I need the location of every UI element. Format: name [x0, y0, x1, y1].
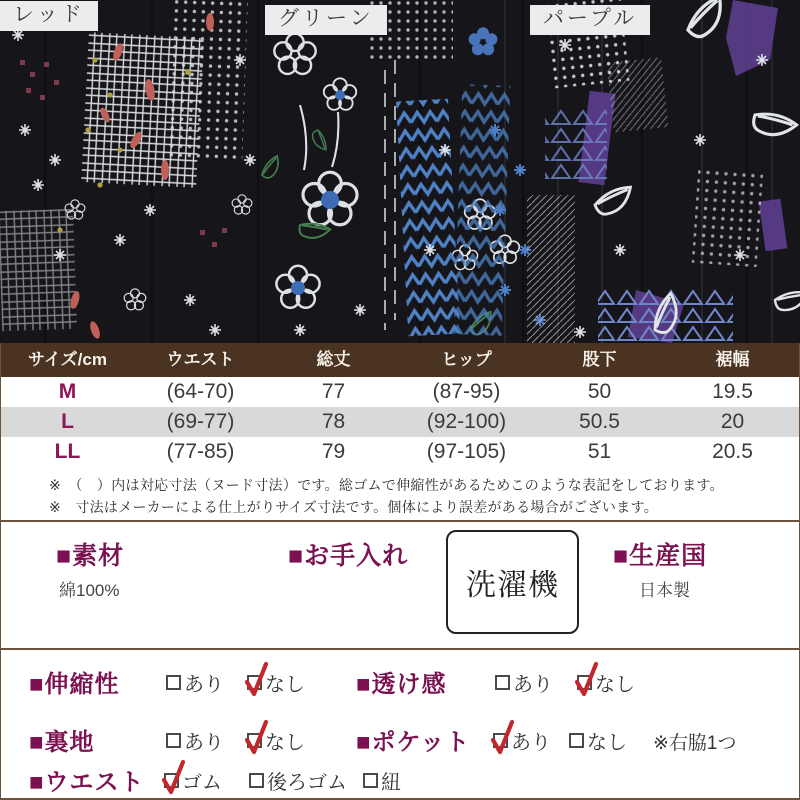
checkbox-icon	[249, 773, 264, 788]
option-label: なし	[265, 732, 305, 754]
origin-value: 日本製	[639, 581, 690, 600]
checkbox-icon	[495, 675, 510, 690]
table-cell: (92-100)	[426, 410, 507, 433]
size-table-header-cell: 裾幅	[715, 350, 750, 369]
table-cell: 78	[321, 410, 346, 433]
size-cell: LL	[54, 440, 81, 463]
option-label: あり	[511, 732, 551, 754]
table-cell: 50	[587, 380, 612, 403]
checkbox-icon	[166, 733, 181, 748]
spec-checkbox-section	[1, 648, 799, 800]
size-table-header	[1, 343, 799, 377]
size-table-header-cell: ウエスト	[166, 350, 235, 369]
swatch-label-purple: パープル	[530, 5, 650, 35]
table-cell: 50.5	[579, 410, 620, 433]
swatch-label-red: レッド	[0, 1, 98, 31]
sheerness-title: ■透け感	[356, 671, 447, 698]
option-label: ゴム	[182, 772, 222, 794]
fabric-swatches	[0, 0, 800, 343]
lining-title: ■裏地	[29, 729, 95, 756]
pocket-option-ari	[493, 726, 551, 755]
pocket-title: ■ポケット	[356, 729, 471, 756]
size-cell: L	[61, 410, 74, 433]
size-table-row-l	[1, 407, 799, 437]
origin-title: ■生産国	[613, 542, 708, 570]
swatch-label-green: グリーン	[265, 5, 387, 35]
table-cell: 20	[720, 410, 745, 433]
fabric-pattern-illustration	[0, 0, 800, 343]
lining-option-ari	[166, 726, 224, 755]
checkbox-icon	[577, 675, 592, 690]
sheerness-option-ari	[495, 668, 553, 697]
spec-row-stretch-sheerness	[1, 660, 799, 700]
pocket-note: ※右脇1つ	[653, 733, 737, 754]
note-line: ※ （ ）内は対応寸法（ヌード寸法）です。総ゴムで伸縮性があるためこのような表記をしております。	[49, 477, 724, 493]
pocket-option-nashi	[569, 726, 627, 755]
sheerness-option-nashi	[577, 668, 635, 697]
option-label: あり	[184, 674, 224, 696]
checkbox-icon	[164, 773, 179, 788]
table-cell: 20.5	[712, 440, 753, 463]
size-table-header-cell: 総丈	[316, 350, 351, 369]
stretch-title: ■伸縮性	[29, 671, 120, 698]
table-cell: (77-85)	[166, 440, 235, 463]
checkbox-icon	[247, 733, 262, 748]
option-label: 紐	[381, 772, 401, 794]
size-table	[1, 343, 799, 467]
checkbox-icon	[166, 675, 181, 690]
option-label: なし	[587, 732, 627, 754]
waist-option-gomu	[164, 766, 222, 795]
material-title: ■素材	[56, 542, 125, 570]
size-table-header-cell: サイズ/cm	[28, 350, 107, 369]
checkbox-icon	[493, 733, 508, 748]
table-cell: (69-77)	[166, 410, 235, 433]
size-notes	[1, 467, 799, 520]
option-label: なし	[595, 674, 635, 696]
option-label: あり	[184, 732, 224, 754]
table-cell: 77	[321, 380, 346, 403]
checkbox-icon	[363, 773, 378, 788]
checkbox-icon	[247, 675, 262, 690]
size-table-row-ll	[1, 437, 799, 467]
table-cell: (64-70)	[166, 380, 235, 403]
option-label: あり	[513, 674, 553, 696]
option-label: なし	[265, 674, 305, 696]
waist-option-himo	[363, 766, 401, 795]
lining-option-nashi	[247, 726, 305, 755]
stretch-option-ari	[166, 668, 224, 697]
care-box-label: 洗濯機	[466, 569, 559, 602]
table-cell: 19.5	[712, 380, 753, 403]
product-details-panel	[0, 343, 800, 800]
table-cell: (97-105)	[426, 440, 507, 463]
care-title: ■お手入れ	[288, 542, 409, 570]
waist-title: ■ウエスト	[29, 769, 145, 796]
option-label: 後ろゴム	[267, 772, 347, 794]
note-line: ※ 寸法はメーカーによる仕上がりサイズ寸法です。個体により誤差がある場合がございます。	[49, 499, 658, 515]
checkbox-icon	[569, 733, 584, 748]
waist-option-ushirogomu	[249, 766, 347, 795]
table-cell: (87-95)	[432, 380, 501, 403]
material-care-origin-section	[1, 520, 799, 648]
table-cell: 79	[321, 440, 346, 463]
size-table-header-cell: 股下	[582, 350, 617, 369]
spec-row-lining-pocket	[1, 718, 799, 758]
table-cell: 51	[587, 440, 612, 463]
size-table-header-cell: ヒップ	[441, 350, 492, 369]
size-table-row-m	[1, 377, 799, 407]
spec-row-waist	[1, 758, 799, 798]
size-cell: M	[58, 380, 77, 403]
washing-machine-box	[446, 530, 579, 634]
material-value: 綿100%	[59, 581, 120, 600]
stretch-option-nashi	[247, 668, 305, 697]
